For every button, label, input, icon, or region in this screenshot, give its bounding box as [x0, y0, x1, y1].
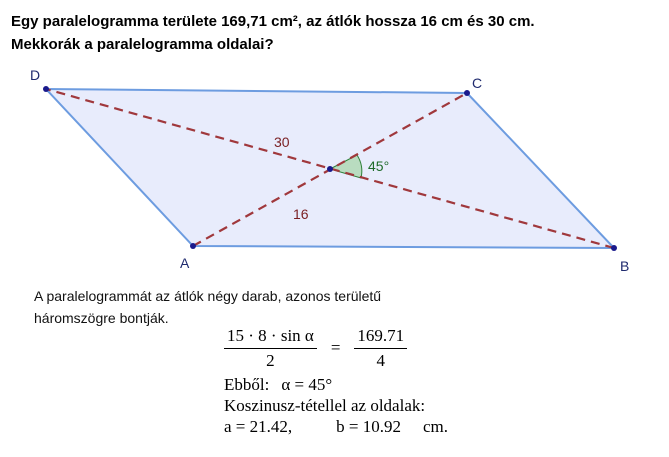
- lhs-numerator: 15 · 8 · sin α: [224, 326, 317, 349]
- angle-result-value: α = 45°: [281, 375, 333, 394]
- equals-sign: =: [330, 338, 341, 357]
- vertex-label-b: B: [620, 258, 630, 274]
- unit-label: cm.: [422, 417, 449, 436]
- side-a-value: a = 21.42,: [224, 417, 293, 436]
- problem-line-1: Egy paralelogramma területe 169,71 cm², az átlók hossza 16 cm és 30 cm.: [11, 13, 535, 30]
- vertex-label-d: D: [30, 67, 41, 83]
- vertex-label-a: A: [180, 255, 190, 271]
- lhs-denominator: 2: [266, 350, 275, 370]
- explanation-line-1: A paralelogrammát az átlók négy darab, azonos területű: [34, 288, 382, 304]
- vertex-point-d: [43, 86, 49, 92]
- angle-result-label: Ebből:: [224, 375, 270, 394]
- problem-line-2: Mekkorák a paralelogramma oldalai?: [11, 36, 274, 53]
- vertex-point-a: [190, 243, 196, 249]
- rhs-denominator: 4: [376, 350, 386, 370]
- rhs-fraction: [354, 326, 407, 371]
- vertex-label-c: C: [472, 75, 483, 91]
- vertex-point-c: [464, 90, 470, 96]
- angle-result-line: [224, 374, 448, 395]
- diagonal-label-bd: 30: [274, 134, 290, 150]
- rhs-numerator: 169.71: [354, 326, 407, 349]
- math-block: [224, 322, 448, 437]
- angle-label: 45°: [368, 158, 390, 174]
- explanation-line-2: háromszögre bontják.: [34, 310, 169, 326]
- diagonal-label-ac: 16: [293, 206, 309, 222]
- lhs-fraction: [224, 326, 317, 371]
- area-equation: [224, 322, 448, 374]
- vertex-point-b: [611, 245, 617, 251]
- cosine-law-line: Koszinusz-tétellel az oldalak:: [224, 396, 426, 415]
- sides-result-line: [224, 416, 448, 437]
- intersection-point: [327, 166, 333, 172]
- side-b-value: b = 10.92: [336, 417, 401, 436]
